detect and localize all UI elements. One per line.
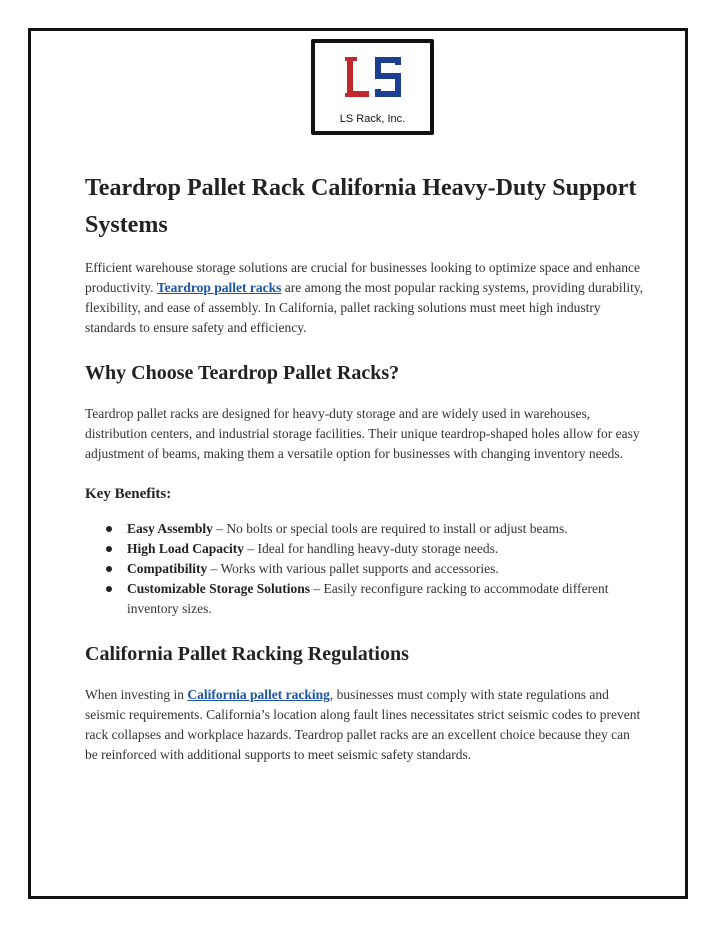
teardrop-pallet-racks-link[interactable]: Teardrop pallet racks: [156, 280, 282, 295]
key-benefits-heading: Key Benefits:: [85, 486, 172, 502]
ls-logo-icon: [339, 51, 407, 103]
bullet-icon: [106, 526, 112, 532]
list-item: Compatibility – Works with various pallet supports and accessories.: [85, 559, 645, 579]
list-item: High Load Capacity – Ideal for handling heavy-duty storage needs.: [85, 539, 645, 559]
regulations-paragraph: When investing in California pallet racking, businesses must comply with state regulations and seismic requirements. California’s location along fault lines necessitates strict seismic codes to prevent rack collapses and workplace hazards. Teardrop pallet racks are an excellent choice because they can be reinforced with additional supports to meet seismic safety standards.: [85, 687, 641, 762]
why-choose-paragraph: Teardrop pallet racks are designed for heavy-duty storage and are widely used in warehouses, distribution centers, and industrial storage facilities. Their unique teardrop-shaped holes allow for easy adjustment of beams, making them a versatile option for businesses with changing inventory needs.: [85, 406, 640, 461]
bullet-icon: [106, 586, 112, 592]
california-pallet-racking-link[interactable]: California pallet racking: [187, 687, 330, 702]
list-item: Customizable Storage Solutions – Easily reconfigure racking to accommodate different inventory sizes.: [85, 579, 645, 619]
logo-caption: LS Rack, Inc.: [339, 113, 406, 125]
section-heading-regulations: California Pallet Racking Regulations: [85, 643, 409, 665]
section-heading-why-choose: Why Choose Teardrop Pallet Racks?: [85, 362, 400, 384]
benefits-list: [85, 519, 645, 619]
article: [85, 170, 645, 787]
bullet-icon: [106, 546, 112, 552]
intro-paragraph: Efficient warehouse storage solutions are crucial for businesses looking to optimize space and enhance productivity. Teardrop pallet racks are among the most popular racking systems, providing durability, flexibility, and ease of assembly. In California, pallet racking solutions must meet high industry standards to ensure safety and efficiency.: [85, 260, 644, 335]
list-item: Easy Assembly – No bolts or special tools are required to install or adjust beams.: [85, 519, 645, 539]
company-logo: [311, 39, 434, 135]
page-title: Teardrop Pallet Rack California Heavy-Duty Support Systems: [85, 175, 637, 238]
bullet-icon: [106, 566, 112, 572]
